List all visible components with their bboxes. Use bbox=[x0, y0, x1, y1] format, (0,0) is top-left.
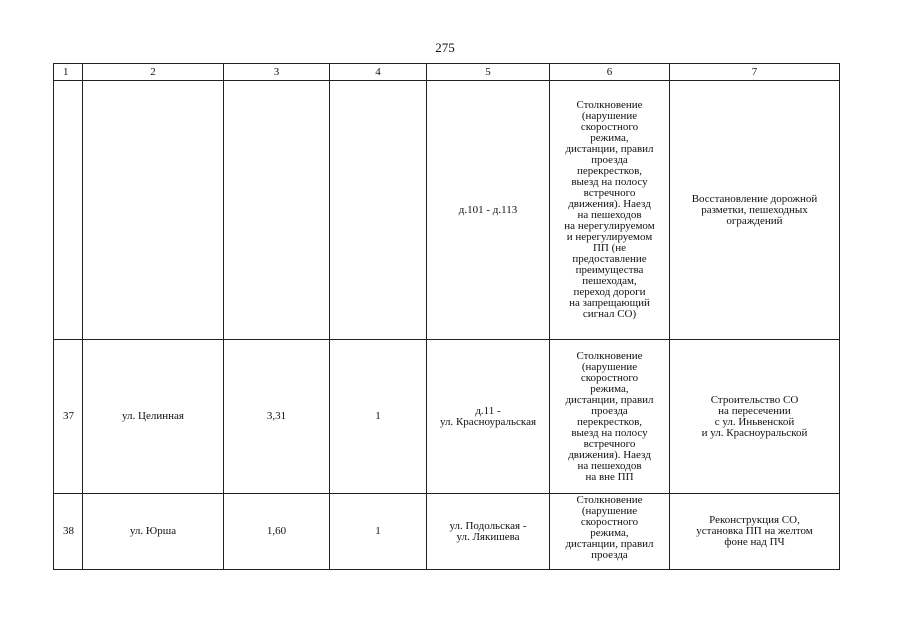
count-cell: 1 bbox=[330, 494, 427, 570]
column-header: 5 bbox=[427, 64, 550, 81]
column-header: 1 bbox=[54, 64, 83, 81]
length-cell bbox=[224, 81, 330, 340]
table-row bbox=[54, 340, 840, 494]
accident-type-cell: Столкновение (нарушение скоростного режима, дистанции, правил проезда bbox=[550, 494, 670, 570]
column-header: 6 bbox=[550, 64, 670, 81]
row-number-cell bbox=[54, 81, 83, 340]
row-number-cell: 37 bbox=[54, 340, 83, 494]
column-header: 4 bbox=[330, 64, 427, 81]
length-cell: 1,60 bbox=[224, 494, 330, 570]
table-header-row bbox=[54, 64, 840, 81]
row-number-cell: 38 bbox=[54, 494, 83, 570]
street-cell bbox=[83, 81, 224, 340]
street-cell: ул. Целинная bbox=[83, 340, 224, 494]
accident-type-cell: Столкновение (нарушение скоростного режима, дистанции, правил проезда перекрестков, выезд на полосу встречного движения). Наезд на пешеходов на нерегулируемом и нерегулируемом ПП (не предоставление преимущества пешеходам, переход дороги на запрещающий сигнал СО) bbox=[550, 81, 670, 340]
measures-cell: Восстановление дорожной разметки, пешеходных ограждений bbox=[670, 81, 840, 340]
section-cell: д.11 - ул. Красноуральская bbox=[427, 340, 550, 494]
measures-cell: Реконструкция СО, установка ПП на желтом фоне над ПЧ bbox=[670, 494, 840, 570]
accident-type-cell: Столкновение (нарушение скоростного режима, дистанции, правил проезда перекрестков, выезд на полосу встречного движения). Наезд на пешеходов на вне ПП bbox=[550, 340, 670, 494]
table-row bbox=[54, 81, 840, 340]
column-header: 2 bbox=[83, 64, 224, 81]
data-table bbox=[53, 63, 840, 570]
section-cell: ул. Подольская - ул. Лякишева bbox=[427, 494, 550, 570]
street-cell: ул. Юрша bbox=[83, 494, 224, 570]
section-cell: д.101 - д.113 bbox=[427, 81, 550, 340]
table-row bbox=[54, 494, 840, 570]
count-cell bbox=[330, 81, 427, 340]
length-cell: 3,31 bbox=[224, 340, 330, 494]
measures-cell: Строительство СО на пересечении с ул. Иньвенской и ул. Красноуральской bbox=[670, 340, 840, 494]
count-cell: 1 bbox=[330, 340, 427, 494]
column-header: 3 bbox=[224, 64, 330, 81]
page-number: 275 bbox=[435, 40, 455, 55]
column-header: 7 bbox=[670, 64, 840, 81]
